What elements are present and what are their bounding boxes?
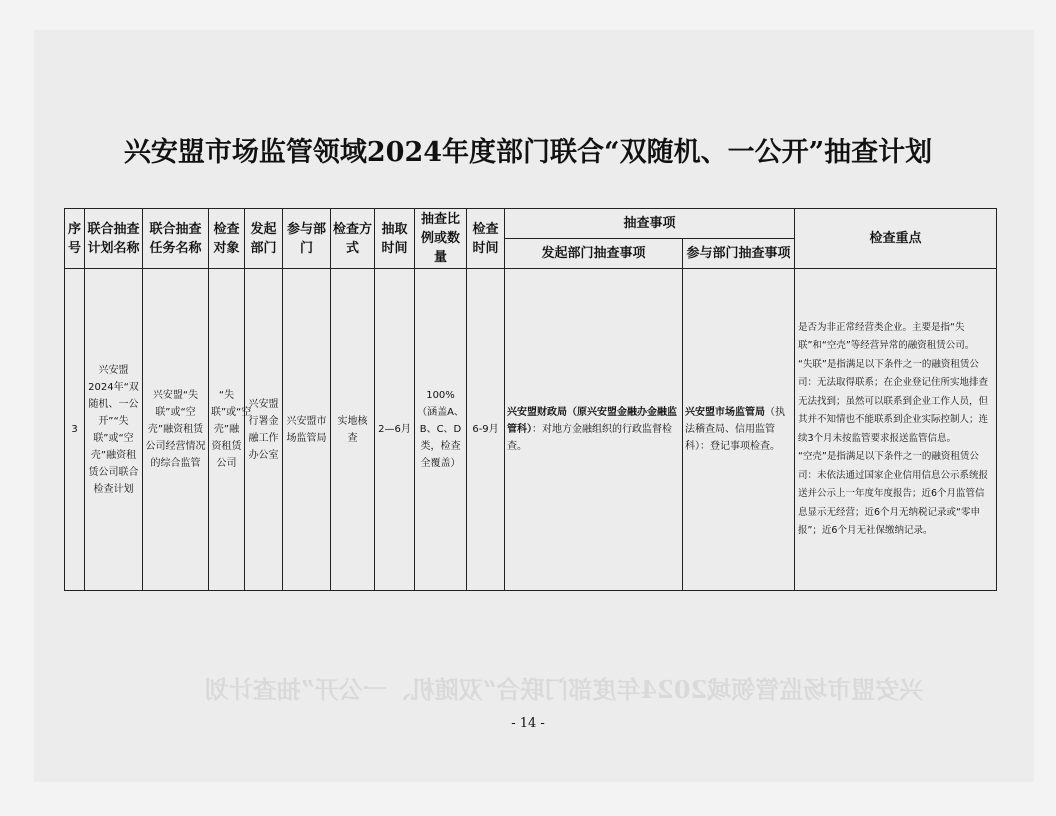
header-initiator: 发起部门	[245, 209, 283, 269]
cell-time: 2—6月	[375, 269, 415, 591]
header-target: 检查对象	[209, 209, 245, 269]
cell-ratio: 100%（涵盖A、B、C、D类，检查全覆盖）	[415, 269, 467, 591]
header-key-points: 检查重点	[795, 209, 997, 269]
header-seq: 序号	[65, 209, 85, 269]
cell-seq: 3	[65, 269, 85, 591]
cell-check-time: 6-9月	[467, 269, 505, 591]
inspection-plan-table	[64, 208, 997, 591]
cell-key-points: 是否为非正常经营类企业。主要是指“失联”和“空壳”等经营异常的融资租赁公司。 “失联”是指满足以下条件之一的融资租赁公司：无法取得联系；在企业登记住所实地排查无法找到；虽然可以联系到企业工作人员，但其并不知情也不能联系到企业实际控制人；连续3个月未按监管要求报送监管信息。 “空壳”是指满足以下条件之一的融资租赁公司：未依法通过国家企业信用信息公示系统报送并公示上一年度年度报告；近6个月监管信息显示无经营；近6个月无纳税记录或“零申报”；近6个月无社保缴纳记录。	[795, 269, 997, 591]
header-row	[65, 209, 997, 239]
header-task-name: 联合抽查任务名称	[143, 209, 209, 269]
cell-target: “失联”或“空壳”融资租赁公司	[209, 269, 245, 591]
header-participant: 参与部门	[283, 209, 331, 269]
cell-method: 实地核查	[331, 269, 375, 591]
table-row	[65, 269, 997, 591]
initiator-dept: 兴安盟财政局（原兴安盟金融办金融监管科）	[507, 407, 677, 435]
cell-participant: 兴安盟市场监管局	[283, 269, 331, 591]
cell-plan-name: 兴安盟2024年“双随机、一公开”“失联”或“空壳”融资租赁公司联合检查计划	[85, 269, 143, 591]
participant-dept: 兴安盟市场监管局	[685, 407, 765, 418]
header-method: 检查方式	[331, 209, 375, 269]
cell-task-name: 兴安盟“失联”或“空壳”融资租赁公司经营情况的综合监管	[143, 269, 209, 591]
cell-initiator: 兴安盟行署金融工作办公室	[245, 269, 283, 591]
header-items: 抽查事项	[505, 209, 795, 239]
header-plan-name: 联合抽查计划名称	[85, 209, 143, 269]
page-number: - 14 -	[511, 716, 545, 731]
header-participant-items: 参与部门抽查事项	[683, 239, 795, 269]
cell-participant-items	[683, 269, 795, 591]
bleed-through-title: 兴安盟市场监管领域2024年度部门联合“双随机、一公开”抽查计划	[204, 675, 924, 704]
header-time: 抽取时间	[375, 209, 415, 269]
header-initiator-items: 发起部门抽查事项	[505, 239, 683, 269]
initiator-item: ：对地方金融组织的行政监督检查。	[507, 424, 672, 452]
page-title: 兴安盟市场监管领域2024年度部门联合“双随机、一公开”抽查计划	[123, 137, 933, 168]
header-check-time: 检查时间	[467, 209, 505, 269]
participant-item: （执法稽查局、信用监管科）：登记事项检查。	[685, 407, 785, 452]
cell-initiator-items	[505, 269, 683, 591]
header-ratio: 抽查比例或数量	[415, 209, 467, 269]
